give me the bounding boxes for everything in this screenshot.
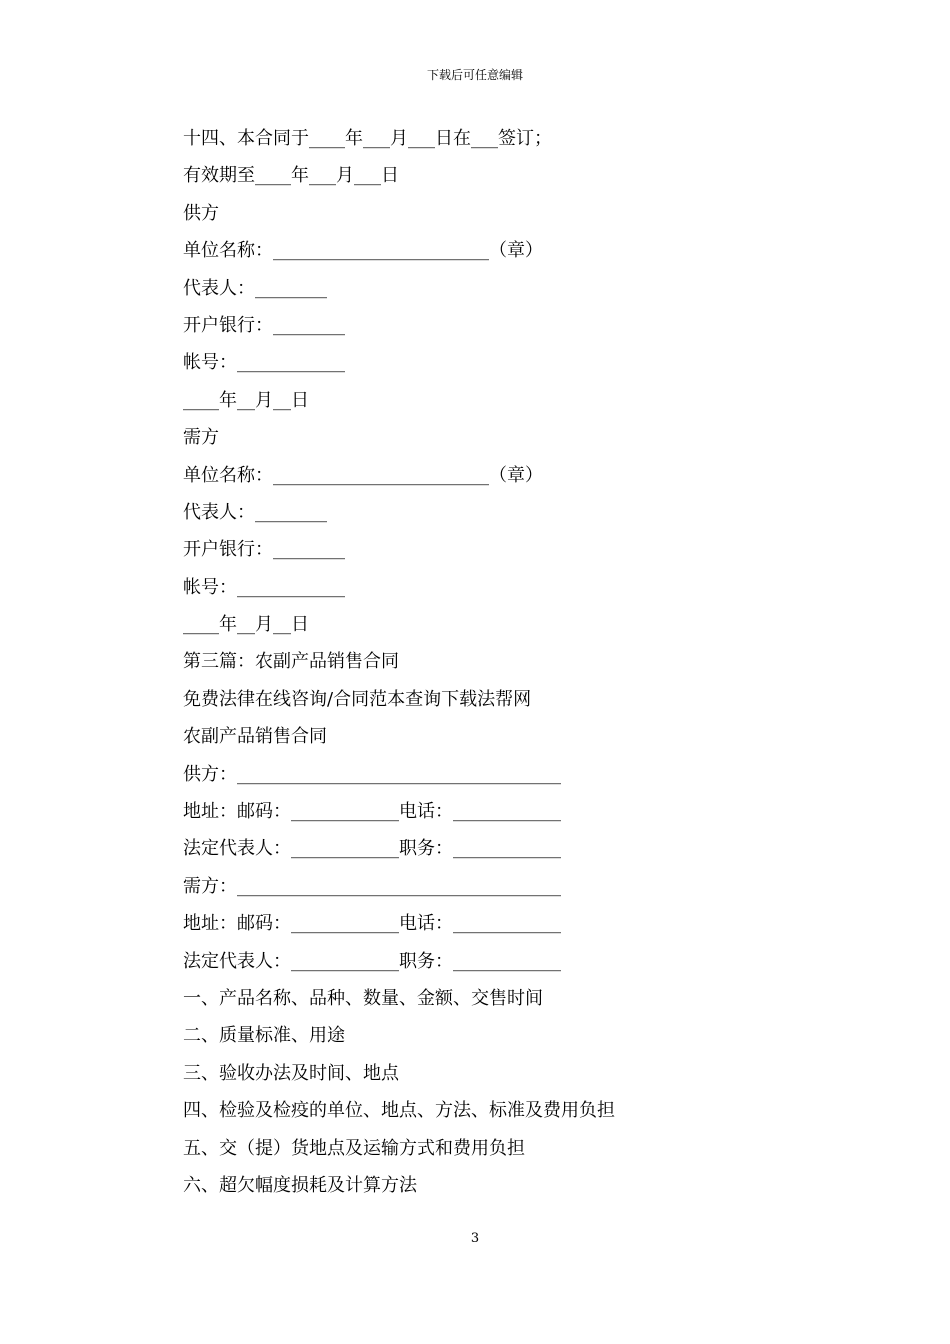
text-line: 开户银行：________ (183, 539, 345, 561)
text-line: 十四、本合同于____年___月___日在___签订； (183, 128, 552, 149)
clause-line: 二、质量标准、用途 (183, 1025, 345, 1047)
clause-line: 五、交（提）货地点及运输方式和费用负担 (183, 1137, 525, 1159)
clause-line: 一、产品名称、品种、数量、金额、交售时间 (183, 987, 543, 1009)
text-line: 地址：邮码：____________电话：____________ (183, 913, 561, 935)
text-line: ____年__月__日 (183, 389, 309, 411)
text-line: 单位名称：________________________（章） (183, 240, 543, 262)
text-line: 有效期至____年___月___日 (183, 165, 399, 187)
text-line: 开户银行：________ (183, 314, 345, 336)
text-line: 代表人：________ (183, 277, 327, 299)
text-line: 帐号：____________ (183, 576, 345, 598)
clause-line: 三、验收办法及时间、地点 (183, 1062, 399, 1084)
text-line: 代表人：________ (183, 501, 327, 523)
section-label-supplier: 供方 (183, 202, 219, 224)
contract-title: 农副产品销售合同 (183, 726, 327, 748)
text-line: 供方：____________________________________ (183, 763, 561, 785)
text-line: ____年__月__日 (183, 614, 309, 636)
document-body (183, 120, 783, 1204)
text-line: 单位名称：________________________（章） (183, 464, 543, 486)
page-number: 3 (470, 1231, 480, 1246)
clause-line: 六、超欠幅度损耗及计算方法 (183, 1174, 417, 1196)
clause-line: 四、检验及检疫的单位、地点、方法、标准及费用负担 (183, 1100, 615, 1122)
text-line: 帐号：____________ (183, 352, 345, 374)
text-line: 法定代表人：____________职务：____________ (183, 950, 561, 972)
text-line: 免费法律在线咨询/合同范本查询下载法帮网 (183, 688, 532, 710)
text-line: 法定代表人：____________职务：____________ (183, 838, 561, 860)
section-heading: 第三篇：农副产品销售合同 (183, 651, 399, 673)
page-header: 下载后可任意编辑 (426, 68, 523, 82)
text-line: 需方：____________________________________ (183, 875, 561, 897)
text-line: 地址：邮码：____________电话：____________ (183, 801, 561, 823)
section-label-buyer: 需方 (183, 427, 219, 449)
